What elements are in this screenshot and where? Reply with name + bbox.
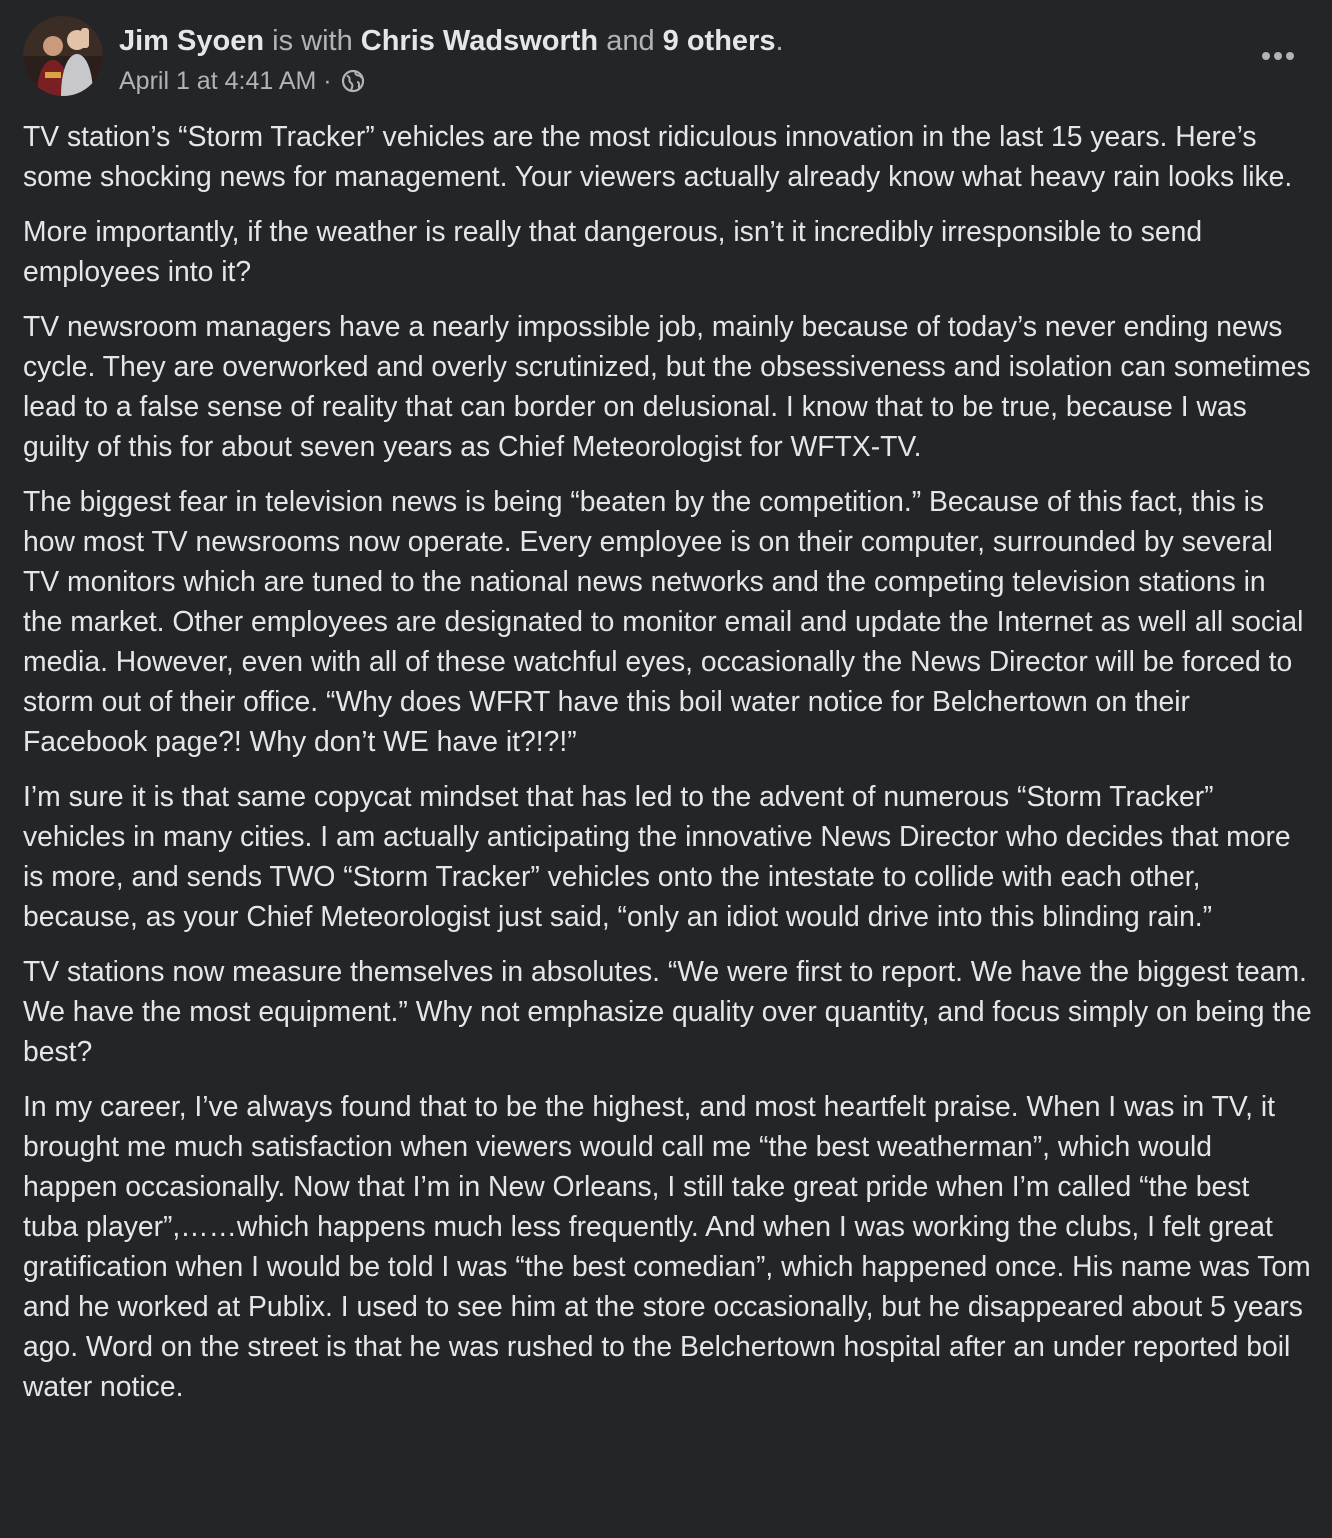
tagged-friend-link[interactable]: Chris Wadsworth — [360, 25, 599, 57]
post-paragraph: TV station’s “Storm Tracker” vehicles are the most ridiculous innovation in the last 15 years. Here’s some shocking news for management. Your viewers actually already know what heavy rain looks like. — [23, 120, 1293, 192]
more-options-button[interactable] — [1256, 38, 1300, 74]
with-text: is with — [264, 25, 361, 57]
period-text: . — [775, 25, 784, 57]
post-paragraph: The biggest fear in television news is being “beaten by the competition.” Because of this fact, this is how most TV newsrooms now operate. Every employee is on their computer, surrounded by several TV monitors which are tuned to the national news networks and the competing television stations in the market. Other employees are designated to monitor email and update the Internet as well all social media. However, even with all of these watchful eyes, occasionally the News Director will be forced to storm out of their office. “Why does WFRT have this boil water notice for Belchertown on their Facebook page?! Why don’t WE have it?!?!” — [23, 485, 1304, 757]
post-paragraph: I’m sure it is that same copycat mindset that has led to the advent of numerous “Storm Tracker” vehicles in many cities. I am actually anticipating the innovative News Director who decides that more is more, and sends TWO “Storm Tracker” vehicles onto the intestate to collide with each other, because, as your Chief Meteorologist just said, “only an idiot would drive into this blinding rain.” — [23, 780, 1291, 932]
post-paragraph: More importantly, if the weather is really that dangerous, isn’t it incredibly irresponsible to send employees into it? — [23, 215, 1203, 287]
others-link[interactable]: 9 others — [662, 25, 776, 57]
globe-icon[interactable] — [341, 69, 365, 93]
author-avatar[interactable] — [23, 16, 103, 96]
post-timestamp-link[interactable]: April 1 at 4:41 AM — [119, 67, 317, 95]
post-header — [23, 0, 1312, 110]
avatar-image — [23, 16, 103, 96]
author-name-link[interactable]: Jim Syoen — [119, 25, 265, 57]
more-options-icon — [1260, 50, 1296, 62]
post-paragraph: In my career, I’ve always found that to be the highest, and most heartfelt praise. When I was in TV, it brought me much satisfaction when viewers would call me “the best weatherman”, which would happen occasionally. Now that I’m in New Orleans, I still take great pride when I’m called “the best tuba player”,……which happens much less frequently. And when I was working the clubs, I felt great gratification when I would be told I was “the best comedian”, which happened once. His name was Tom and he worked at Publix. I used to see him at the store occasionally, but he disappeared about 5 years ago. Word on the street is that he was rushed to the Belchertown hospital after an under reported boil water notice. — [23, 1090, 1311, 1402]
and-text: and — [598, 25, 663, 57]
meta-separator: · — [316, 67, 339, 95]
post-paragraph: TV stations now measure themselves in absolutes. “We were first to report. We have the biggest team. We have the most equipment.” Why not emphasize quality over quantity, and focus simply on being the best? — [23, 955, 1312, 1067]
post-body — [23, 116, 1312, 1406]
author-line — [119, 24, 784, 58]
post-paragraph: TV newsroom managers have a nearly impossible job, mainly because of today’s never ending news cycle. They are overworked and overly scrutinized, but the obsessiveness and isolation can sometimes lead to a false sense of reality that can border on delusional. I know that to be true, because I was guilty of this for about seven years as Chief Meteorologist for WFTX-TV. — [23, 310, 1311, 462]
post-meta — [119, 66, 365, 96]
